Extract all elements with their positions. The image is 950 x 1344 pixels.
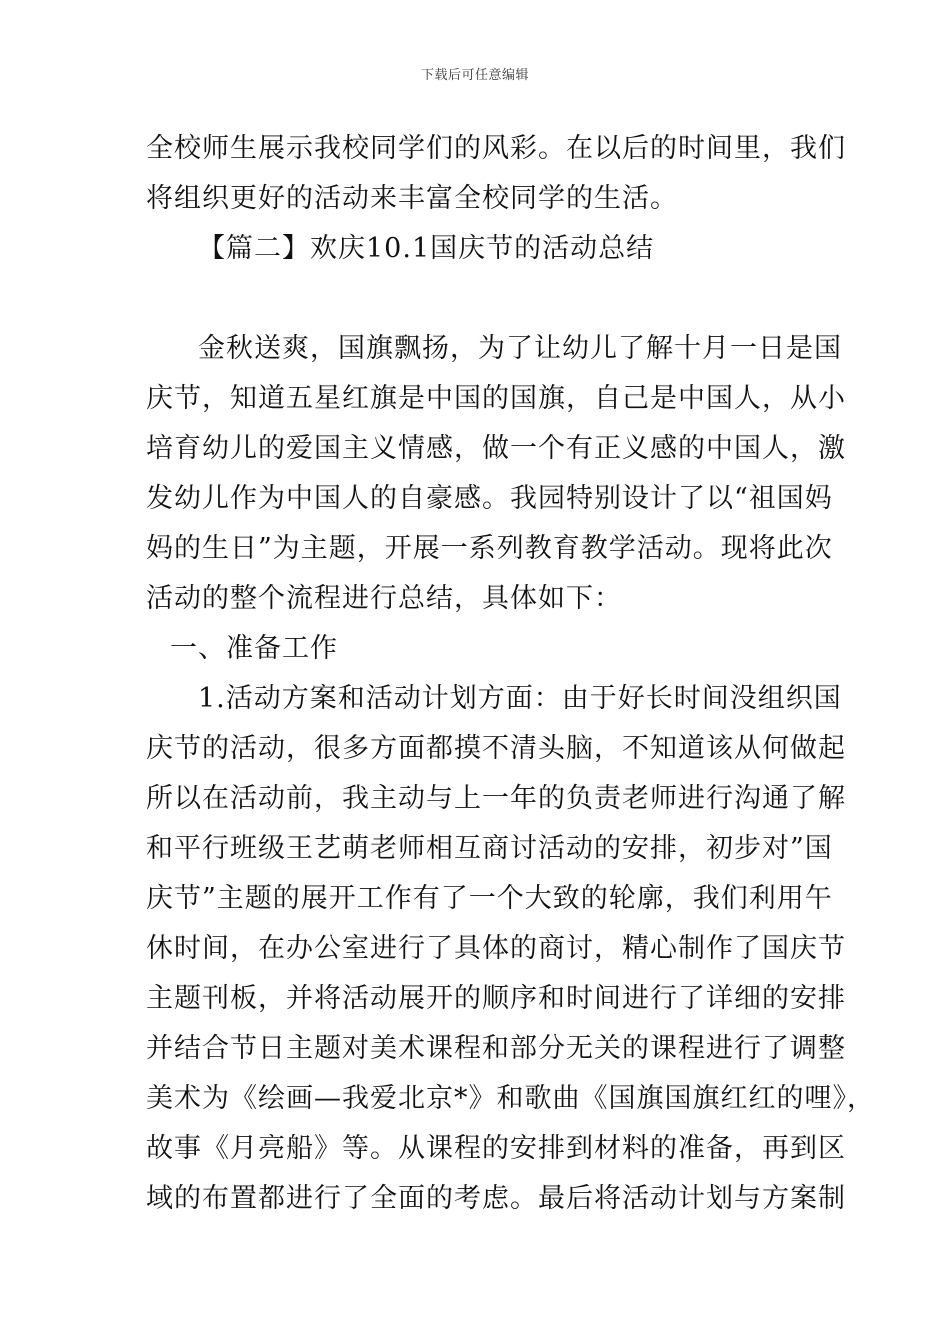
- text-line-18: 并结合节日主题对美术课程和部分无关的课程进行了调整: [146, 1033, 846, 1064]
- text-line-19: 美术为《绘画—我爱北京*》和歌曲《国旗国旗红红的哩》，: [146, 1083, 875, 1114]
- text-line-15: 庆节”主题的展开工作有了一个大致的轮廓，我们利用午: [146, 883, 833, 914]
- text-line-16: 休时间，在办公室进行了具体的商讨，精心制作了国庆节: [146, 933, 846, 964]
- section-heading: 【篇二】欢庆10.1国庆节的活动总结: [198, 233, 655, 264]
- text-line-8: 妈的生日”为主题，开展一系列教育教学活动。现将此次: [146, 533, 833, 564]
- text-line-13: 所以在活动前，我主动与上一年的负责老师进行沟通了解: [146, 783, 846, 814]
- text-line-11: 1.活动方案和活动计划方面：由于好长时间没组织国: [198, 683, 842, 714]
- text-line-9: 活动的整个流程进行总结，具体如下：: [146, 583, 622, 614]
- text-line-7: 发幼儿作为中国人的自豪感。我园特别设计了以“祖国妈: [146, 483, 833, 514]
- text-line-20: 故事《月亮船》等。从课程的安排到材料的准备，再到区: [146, 1133, 846, 1164]
- header-note: 下载后可任意编辑: [420, 68, 529, 83]
- subsection-heading: 一、准备工作: [170, 633, 338, 664]
- text-line-21: 域的布置都进行了全面的考虑。最后将活动计划与方案制: [146, 1183, 846, 1214]
- text-line-17: 主题刊板，并将活动展开的顺序和时间进行了详细的安排: [146, 983, 846, 1014]
- text-line-1: 全校师生展示我校同学们的风彩。在以后的时间里，我们: [146, 133, 846, 164]
- text-line-6: 培育幼儿的爱国主义情感，做一个有正义感的中国人，激: [146, 433, 846, 464]
- text-line-14: 和平行班级王艺萌老师相互商讨活动的安排，初步对”国: [146, 833, 833, 864]
- text-line-2: 将组织更好的活动来丰富全校同学的生活。: [146, 183, 678, 214]
- text-line-5: 庆节，知道五星红旗是中国的国旗，自己是中国人，从小: [146, 383, 846, 414]
- text-line-4: 金秋送爽，国旗飘扬，为了让幼儿了解十月一日是国: [198, 333, 842, 364]
- text-line-12: 庆节的活动，很多方面都摸不清头脑，不知道该从何做起: [146, 733, 846, 764]
